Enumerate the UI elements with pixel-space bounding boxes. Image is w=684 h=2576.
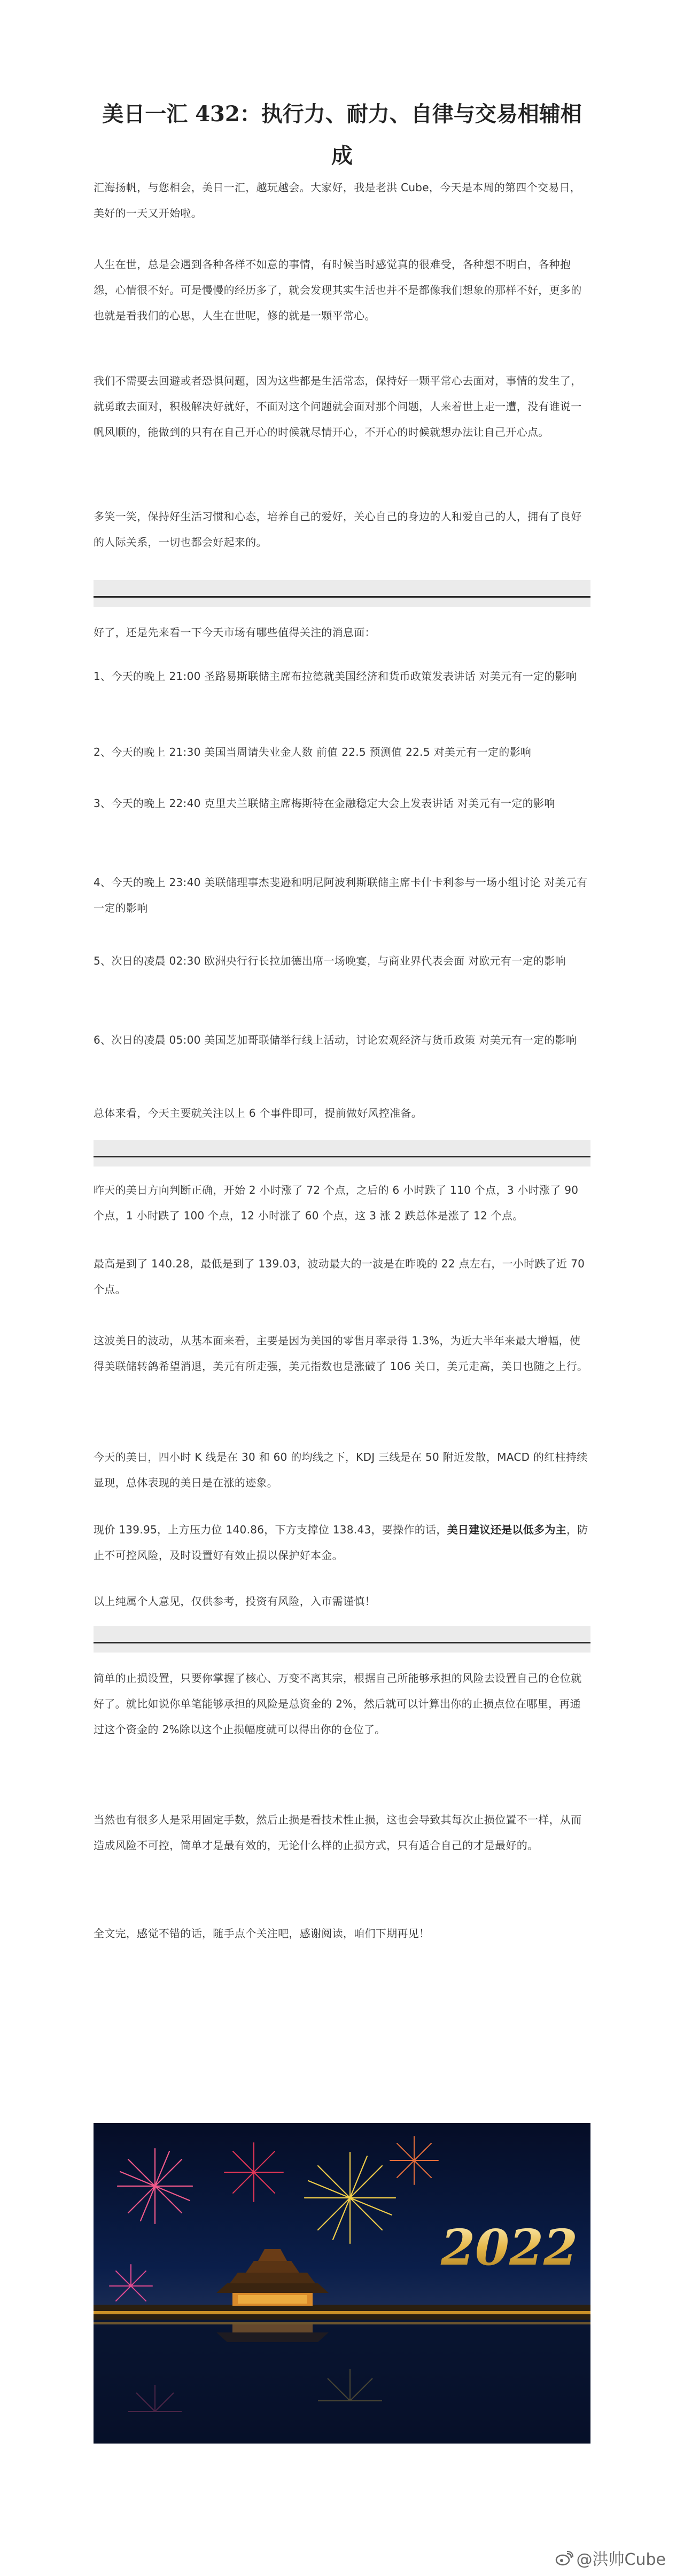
- intro-paragraph-4: 多笑一笑，保持好生活习惯和心态，培养自己的爱好，关心自己的身边的人和爱自己的人，拥有了良好的人际关系，一切也都会好起来的。: [94, 510, 582, 549]
- strategy-text-prefix: 现价 139.95，上方压力位 140.86，下方支撑位 138.43，要操作的话，: [94, 1523, 447, 1536]
- event-item-1: 1、今天的晚上 21:00 圣路易斯联储主席布拉德就美国经济和货币政策发表讲话 对美元有一定的影响: [94, 670, 577, 683]
- section-divider: [94, 580, 590, 607]
- events-intro: 好了，还是先来看一下今天市场有哪些值得关注的消息面：: [94, 626, 376, 639]
- year-lettering: 2022: [441, 2219, 578, 2276]
- closing-paragraph-3: 全文完，感觉不错的话，随手点个关注吧，感谢阅读，咱们下期再见！: [94, 1927, 430, 1940]
- event-item-4: 4、今天的晚上 23:40 美联储理事杰斐逊和明尼阿波利斯联储主席卡什卡利参与一场小组讨论 对美元有一定的影响: [94, 876, 588, 914]
- strategy-paragraph: [94, 1517, 590, 1568]
- event-item-2: 2、今天的晚上 21:30 美国当周请失业金人数 前值 22.5 预测值 22.5 对美元有一定的影响: [94, 746, 532, 758]
- fireworks-palace-illustration: [94, 2123, 590, 2444]
- event-item-3: 3、今天的晚上 22:40 克里夫兰联储主席梅斯特在金融稳定大会上发表讲话 对美元有一定的影响: [94, 797, 555, 810]
- strategy-text-suffix: ，防止不可控风险，及时设置好有效止损以保护好本金。: [94, 1523, 588, 1562]
- closing-paragraph-1: 简单的止损设置，只要你掌握了核心、万变不离其宗，根据自己所能够承担的风险去设置自己的仓位就好了。就比如说你单笔能够承担的风险是总资金的 2%，然后就可以计算出你的止损点位在哪里，再通过这个资金的 2%除以这个止损幅度就可以得出你的仓位了。: [94, 1672, 582, 1736]
- closing-paragraph-2: 当然也有很多人是采用固定手数，然后止损是看技术性止损，这也会导致其每次止损位置不一样，从而造成风险不可控，简单才是最有效的，无论什么样的止损方式，只有适合自己的才是最好的。: [94, 1813, 582, 1852]
- events-summary: 总体来看，今天主要就关注以上 6 个事件即可，提前做好风控准备。: [94, 1107, 423, 1119]
- article-title: 美日一汇 432：执行力、耐力、自律与交易相辅相成: [102, 101, 582, 168]
- fireworks-palace-image: [94, 2123, 590, 2444]
- analysis-paragraph-3: 这波美日的波动，从基本面来看，主要是因为美国的零售月率录得 1.3%，为近大半年来最大增幅，使得美联储转鸽希望消退，美元有所走强，美元指数也是涨破了 106 关口，美元走高，美日也随之上行。: [94, 1334, 588, 1373]
- author-watermark: [555, 2546, 666, 2571]
- intro-paragraph-3: 我们不需要去回避或者恐惧问题，因为这些都是生活常态，保持好一颗平常心去面对，事情的发生了，就勇敢去面对，积极解决好就好，不面对这个问题就会面对那个问题，人来着世上走一遭，没有谁说一帆风顺的，能做到的只有在自己开心的时候就尽情开心，不开心的时候就想办法让自己开心点。: [94, 374, 582, 439]
- analysis-paragraph-4: 今天的美日，四小时 K 线是在 30 和 60 的均线之下，KDJ 三线是在 50 附近发散，MACD 的红柱持续显现，总体表现的美日是在涨的迹象。: [94, 1451, 588, 1489]
- event-item-5: 5、次日的凌晨 02:30 欧洲央行行长拉加德出席一场晚宴，与商业界代表会面 对欧元有一定的影响: [94, 954, 566, 967]
- intro-paragraph-2: 人生在世，总是会遇到各种各样不如意的事情，有时候当时感觉真的很难受，各种想不明白，各种抱怨，心情很不好。可是慢慢的经历多了，就会发现其实生活也并不是都像我们想象的那样不好，更多的也就是看我们的心思，人生在世呢，修的就是一颗平常心。: [94, 258, 582, 322]
- intro-paragraph-1: 汇海扬帆，与您相会，美日一汇，越玩越会。大家好，我是老洪 Cube，今天是本周的第四个交易日，美好的一天又开始啦。: [94, 181, 581, 220]
- weibo-logo-icon: [555, 2550, 573, 2571]
- watermark-text: @洪帅Cube: [576, 2550, 666, 2569]
- section-divider: [94, 1140, 590, 1166]
- analysis-paragraph-2: 最高是到了 140.28，最低是到了 139.03，波动最大的一波是在昨晚的 22 点左右，一小时跌了近 70 个点。: [94, 1257, 585, 1296]
- event-item-6: 6、次日的凌晨 05:00 美国芝加哥联储举行线上活动，讨论宏观经济与货币政策 对美元有一定的影响: [94, 1033, 577, 1046]
- disclaimer: 以上纯属个人意见，仅供参考，投资有风险，入市需谨慎！: [94, 1595, 376, 1608]
- strategy-recommendation: 美日建议还是以低多为主: [447, 1523, 566, 1536]
- analysis-paragraph-1: 昨天的美日方向判断正确，开始 2 小时涨了 72 个点，之后的 6 小时跌了 110 个点，3 小时涨了 90 个点，1 小时跌了 100 个点，12 小时涨了 60 个点，这 3 涨 2 跌总体是涨了 12 个点。: [94, 1184, 579, 1222]
- section-divider: [94, 1626, 590, 1653]
